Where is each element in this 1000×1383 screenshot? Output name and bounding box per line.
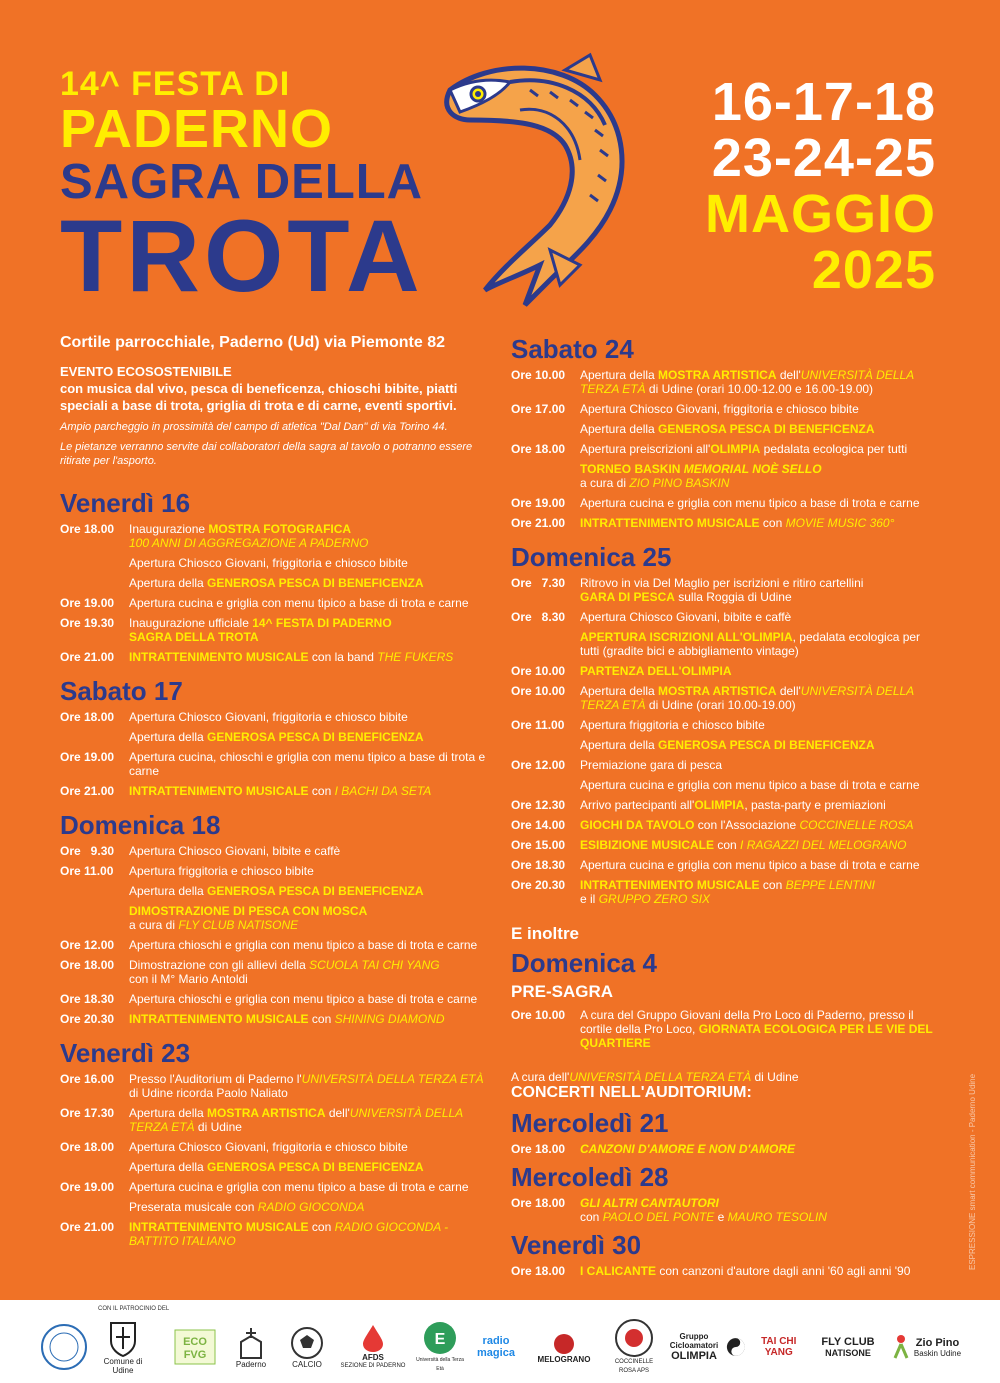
event-time: Ore 18.00: [511, 1264, 566, 1278]
event-row: [60, 596, 495, 610]
event-row: [60, 710, 495, 724]
event-time: Ore 20.30: [60, 1012, 115, 1026]
event-text: Apertura Chiosco Giovani, friggitoria e chiosco bibite: [129, 556, 408, 570]
fly-club-logo: FLY CLUB NATISONE: [821, 1336, 875, 1358]
event-text: Apertura della GENEROSA PESCA DI BENEFICENZA: [129, 730, 424, 744]
event-row: [511, 1264, 941, 1278]
event-text: DIMOSTRAZIONE DI PESCA CON MOSCA a cura di FLY CLUB NATISONE: [129, 904, 368, 932]
service-note: Le pietanze verranno servite dai collaboratori della sagra al tavolo o potranno essere ritirate per l'asporto.: [60, 441, 473, 467]
event-time: Ore 18.00: [511, 1196, 566, 1210]
event-time: Ore 19.30: [60, 616, 115, 630]
event-row: [511, 630, 941, 658]
event-time: Ore 18.30: [511, 858, 566, 872]
event-text: Apertura cucina, chioschi e griglia con menu tipico a base di trota e carne: [129, 750, 486, 778]
event-time: [60, 730, 129, 744]
event-text: GLI ALTRI CANTAUTORI con PAOLO DEL PONTE e MAURO TESOLIN: [580, 1196, 827, 1224]
parrocchia-logo: Paderno: [226, 1316, 276, 1378]
coccinelle-logo: COCCINELLE ROSA APS: [606, 1316, 662, 1378]
designer-credit: ESPRESSIONE smart communication - Paderno Udine: [968, 1073, 977, 1270]
event-row: [60, 556, 495, 570]
event-text: APERTURA ISCRIZIONI ALL'OLIMPIA, pedalata ecologica per tutti (gradite bici e abbigliamento vintage): [580, 630, 921, 658]
day-title: Domenica 4: [511, 948, 657, 978]
event-row: [60, 750, 495, 778]
concerts-title: CONCERTI NELL'AUDITORIUM:: [511, 1084, 752, 1101]
program-left-column: [60, 334, 495, 1254]
event-time: Ore 19.00: [60, 596, 115, 610]
event-text: INTRATTENIMENTO MUSICALE con MOVIE MUSIC 360°: [580, 516, 895, 530]
event-time: Ore 19.00: [60, 1180, 115, 1194]
festival-title: [60, 65, 490, 313]
proloco-logo: [36, 1316, 92, 1378]
event-text: PARTENZA DELL'OLIMPIA: [580, 664, 732, 678]
event-text: I CALICANTE con canzoni d'autore dagli anni '60 agli anni '90: [580, 1264, 911, 1278]
event-row: [60, 1160, 495, 1174]
event-text: Premiazione gara di pesca: [580, 758, 723, 772]
pre-sagra-label: PRE-SAGRA: [511, 982, 614, 1001]
svg-text:FVG: FVG: [183, 1349, 207, 1361]
event-text: INTRATTENIMENTO MUSICALE con RADIO GIOCONDA - BATTITO ITALIANO: [129, 1220, 449, 1248]
event-text: Apertura della GENEROSA PESCA DI BENEFICENZA: [580, 422, 875, 436]
event-row: [511, 576, 941, 604]
year-label: 2025: [811, 240, 936, 300]
svg-text:E: E: [434, 1331, 446, 1348]
event-row: [511, 442, 941, 456]
edition-label: 14^ FESTA DI: [60, 65, 291, 103]
event-time: Ore 21.00: [60, 784, 115, 798]
event-time: [511, 462, 580, 490]
event-row: [60, 958, 495, 986]
event-row: [60, 1012, 495, 1026]
event-text: Arrivo partecipanti all'OLIMPIA, pasta-party e premiazioni: [580, 798, 886, 812]
event-row: [60, 992, 495, 1006]
event-time: [511, 630, 580, 658]
patronage-label: CON IL PATROCINIO DEL: [98, 1306, 170, 1312]
event-time: Ore 10.00: [511, 664, 566, 678]
event-time: Ore 11.00: [511, 718, 565, 732]
festival-dates: [705, 74, 936, 298]
taichi-logo: TAI CHI YANG: [726, 1316, 808, 1378]
zio-pino-logo: Zio Pino Baskin Udine: [886, 1316, 966, 1378]
event-text: INTRATTENIMENTO MUSICALE con SHINING DIAMOND: [129, 1012, 445, 1026]
event-row: [60, 522, 495, 550]
event-row: [511, 402, 941, 416]
event-time: Ore 12.00: [60, 938, 115, 952]
day-title: Venerdì 23: [60, 1038, 191, 1068]
event-row: [511, 422, 941, 436]
event-text: ESIBIZIONE MUSICALE con I RAGAZZI DEL MELOGRANO: [580, 838, 907, 852]
event-row: [60, 904, 495, 932]
event-time: Ore 21.00: [511, 516, 566, 530]
event-row: [60, 616, 495, 644]
event-row: [511, 778, 941, 792]
event-row: [60, 1220, 495, 1248]
event-text: Apertura preiscrizioni all'OLIMPIA pedalata ecologica per tutti: [580, 442, 908, 456]
event-row: [60, 1180, 495, 1194]
event-text: Apertura della MOSTRA ARTISTICA dell'UNIVERSITÀ DELLA TERZA ETÀ di Udine: [129, 1106, 463, 1134]
event-time: [60, 904, 129, 932]
event-text: INTRATTENIMENTO MUSICALE con BEPPE LENTINI e il GRUPPO ZERO SIX: [580, 878, 875, 906]
day-title: Domenica 18: [60, 810, 221, 840]
event-row: [511, 664, 941, 678]
also-label: E inoltre: [511, 924, 580, 943]
eco-fvg-logo: [172, 1316, 218, 1378]
day-title: Sabato 24: [511, 334, 634, 364]
event-text: TORNEO BASKIN MEMORIAL NOÈ SELLO a cura di ZIO PINO BASKIN: [580, 462, 822, 490]
event-text: Apertura Chiosco Giovani, bibite e caffè: [129, 844, 341, 858]
event-text: Inaugurazione MOSTRA FOTOGRAFICA 100 ANNI DI AGGREGAZIONE A PADERNO: [129, 522, 369, 550]
event-row: [60, 1140, 495, 1154]
event-text: Inaugurazione ufficiale 14^ FESTA DI PADERNO SAGRA DELLA TROTA: [129, 616, 392, 644]
dates-first-weekend: 16-17-18: [711, 72, 936, 132]
event-time: [511, 778, 580, 792]
event-time: Ore 18.00: [60, 522, 115, 536]
event-row: [60, 1200, 495, 1214]
universita-logo: E Università della Terza Età: [416, 1316, 464, 1378]
trout-illustration: [430, 50, 660, 310]
event-row: [60, 844, 495, 858]
days-left-list: [60, 488, 495, 1248]
event-time: Ore 18.30: [60, 992, 115, 1006]
event-time: Ore 9.30: [60, 844, 115, 858]
event-text: Apertura Chiosco Giovani, bibite e caffè: [580, 610, 792, 624]
event-text: Apertura cucina e griglia con menu tipico a base di trota e carne: [129, 596, 469, 610]
event-row: [511, 738, 941, 752]
event-text: Apertura friggitoria e chiosco bibite: [129, 864, 314, 878]
event-row: [511, 610, 941, 624]
event-row: [60, 938, 495, 952]
concerts-list: [511, 1108, 941, 1278]
event-text: Apertura della GENEROSA PESCA DI BENEFICENZA: [129, 576, 424, 590]
program-right-column: [511, 334, 941, 1284]
place-title: PADERNO: [60, 99, 334, 159]
event-time: Ore 17.30: [60, 1106, 115, 1120]
event-text: Apertura della GENEROSA PESCA DI BENEFICENZA: [580, 738, 875, 752]
svg-text:ECO: ECO: [183, 1336, 207, 1348]
event-row: [511, 1142, 941, 1156]
sagra-title: SAGRA DELLA: [60, 155, 424, 209]
event-time: Ore 14.00: [511, 818, 566, 832]
event-row: [511, 758, 941, 772]
event-text: Apertura friggitoria e chiosco bibite: [580, 718, 765, 732]
event-text: Apertura Chiosco Giovani, friggitoria e chiosco bibite: [129, 1140, 408, 1154]
event-row: [511, 462, 941, 490]
event-text: Ritrovo in via Del Maglio per iscrizioni e ritiro cartellini GARA DI PESCA sulla Roggia di Udine: [580, 576, 864, 604]
pre-sagra-events: [511, 1008, 941, 1050]
eco-title: EVENTO ECOSOSTENIBILE: [60, 364, 232, 379]
event-time: Ore 19.00: [60, 750, 115, 764]
event-text: Apertura della GENEROSA PESCA DI BENEFICENZA: [129, 1160, 424, 1174]
event-row: [60, 1072, 495, 1100]
event-text: Presso l'Auditorium di Paderno l'UNIVERSITÀ DELLA TERZA ETÀ di Udine ricorda Paolo Naliato: [129, 1072, 484, 1100]
radio-magica-logo: radio magica: [477, 1335, 515, 1359]
concert-day-title: Venerdì 30: [511, 1230, 642, 1260]
event-time: Ore 10.00: [511, 684, 566, 698]
event-text: Dimostrazione con gli allievi della SCUOLA TAI CHI YANG con il M° Mario Antoldi: [129, 958, 440, 986]
eco-description: con musica dal vivo, pesca di beneficenza, chioschi bibite, piatti speciali a base di trota, griglia di trota e di carne, eventi sportivi.: [60, 381, 458, 413]
event-time: Ore 15.00: [511, 838, 566, 852]
event-text: Apertura cucina e griglia con menu tipico a base di trota e carne: [580, 778, 920, 792]
event-text: Apertura cucina e griglia con menu tipico a base di trota e carne: [129, 1180, 469, 1194]
event-row: [511, 1196, 941, 1224]
event-text: GIOCHI DA TAVOLO con l'Associazione COCCINELLE ROSA: [580, 818, 914, 832]
event-time: Ore 12.00: [511, 758, 566, 772]
event-text: Apertura chioschi e griglia con menu tipico a base di trota e carne: [129, 992, 478, 1006]
event-row: [511, 878, 941, 906]
event-time: [511, 422, 580, 436]
event-row: [60, 576, 495, 590]
event-time: Ore 7.30: [511, 576, 566, 590]
event-time: Ore 18.00: [60, 958, 115, 972]
event-row: [511, 818, 941, 832]
event-time: Ore 16.00: [60, 1072, 115, 1086]
event-time: [60, 884, 129, 898]
sponsor-footer: [0, 1300, 1000, 1383]
event-time: Ore 12.30: [511, 798, 566, 812]
event-time: Ore 21.00: [60, 650, 115, 664]
parking-note: Ampio parcheggio in prossimità del campo di atletica "Dal Dan" di via Torino 44.: [60, 421, 448, 433]
event-row: [511, 798, 941, 812]
event-time: Ore 18.00: [60, 1140, 115, 1154]
event-row: [60, 650, 495, 664]
event-text: CANZONI D'AMORE E NON D'AMORE: [580, 1142, 796, 1156]
event-time: Ore 20.30: [511, 878, 566, 892]
event-text: Apertura Chiosco Giovani, friggitoria e chiosco bibite: [580, 402, 859, 416]
trota-title: TROTA: [60, 199, 424, 313]
month-label: MAGGIO: [705, 184, 936, 244]
concert-day-title: Mercoledì 21: [511, 1108, 669, 1138]
event-row: [60, 884, 495, 898]
event-row: [511, 516, 941, 530]
event-text: INTRATTENIMENTO MUSICALE con I BACHI DA SETA: [129, 784, 432, 798]
afds-logo: AFDS SEZIONE DI PADERNO: [340, 1316, 406, 1378]
dates-second-weekend: 23-24-25: [711, 128, 936, 188]
event-row: [511, 1008, 941, 1050]
event-text: Apertura Chiosco Giovani, friggitoria e chiosco bibite: [129, 710, 408, 724]
event-time: Ore 10.00: [511, 368, 566, 382]
event-time: Ore 17.00: [511, 402, 566, 416]
event-row: [511, 858, 941, 872]
event-row: [511, 368, 941, 396]
event-time: [60, 576, 129, 590]
calcio-logo: CALCIO: [284, 1316, 330, 1378]
event-text: Apertura della MOSTRA ARTISTICA dell'UNIVERSITÀ DELLA TERZA ETÀ di Udine (orari 10.00-12.00 e 16.00-19.00): [580, 368, 914, 396]
event-text: Preserata musicale con RADIO GIOCONDA: [129, 1200, 365, 1214]
concert-day-title: Mercoledì 28: [511, 1162, 669, 1192]
event-time: Ore 10.00: [511, 1008, 566, 1022]
event-time: Ore 18.00: [60, 710, 115, 724]
event-time: Ore 19.00: [511, 496, 566, 510]
event-text: Apertura cucina e griglia con menu tipico a base di trota e carne: [580, 858, 920, 872]
event-text: Apertura della GENEROSA PESCA DI BENEFICENZA: [129, 884, 424, 898]
event-time: [511, 738, 580, 752]
days-right-list: [511, 334, 941, 906]
event-text: INTRATTENIMENTO MUSICALE con la band THE FUKERS: [129, 650, 454, 664]
comune-udine-logo: Comune di Udine: [98, 1316, 148, 1378]
day-title: Venerdì 16: [60, 488, 191, 518]
event-row: [511, 838, 941, 852]
location: Cortile parrocchiale, Paderno (Ud) via Piemonte 82: [60, 334, 445, 351]
event-row: [60, 1106, 495, 1134]
event-time: [60, 1200, 129, 1214]
olimpia-logo: Gruppo Cicloamatori OLIMPIA: [669, 1332, 719, 1362]
event-row: [60, 864, 495, 878]
event-row: [60, 784, 495, 798]
event-text: A cura del Gruppo Giovani della Pro Loco di Paderno, presso il cortile della Pro Loco, GIORNATA ECOLOGICA PER LE VIE DEL QUARTIERE: [580, 1008, 933, 1050]
melograno-logo: MELOGRANO: [526, 1316, 602, 1378]
day-title: Domenica 25: [511, 542, 672, 572]
event-row: [60, 730, 495, 744]
event-row: [511, 718, 941, 732]
event-time: Ore 21.00: [60, 1220, 115, 1234]
event-time: Ore 8.30: [511, 610, 566, 624]
university-credit: A cura dell'UNIVERSITÀ DELLA TERZA ETÀ di Udine: [511, 1070, 799, 1084]
event-time: [60, 1160, 129, 1174]
event-time: Ore 18.00: [511, 1142, 566, 1156]
event-row: [511, 684, 941, 712]
event-text: Apertura cucina e griglia con menu tipico a base di trota e carne: [580, 496, 920, 510]
day-title: Sabato 17: [60, 676, 183, 706]
event-time: [60, 556, 129, 570]
event-time: Ore 18.00: [511, 442, 566, 456]
event-text: Apertura chioschi e griglia con menu tipico a base di trota e carne: [129, 938, 478, 952]
event-text: Apertura della MOSTRA ARTISTICA dell'UNIVERSITÀ DELLA TERZA ETÀ di Udine (orari 10.00-19.00): [580, 684, 914, 712]
event-row: [511, 496, 941, 510]
event-time: Ore 11.00: [60, 864, 114, 878]
